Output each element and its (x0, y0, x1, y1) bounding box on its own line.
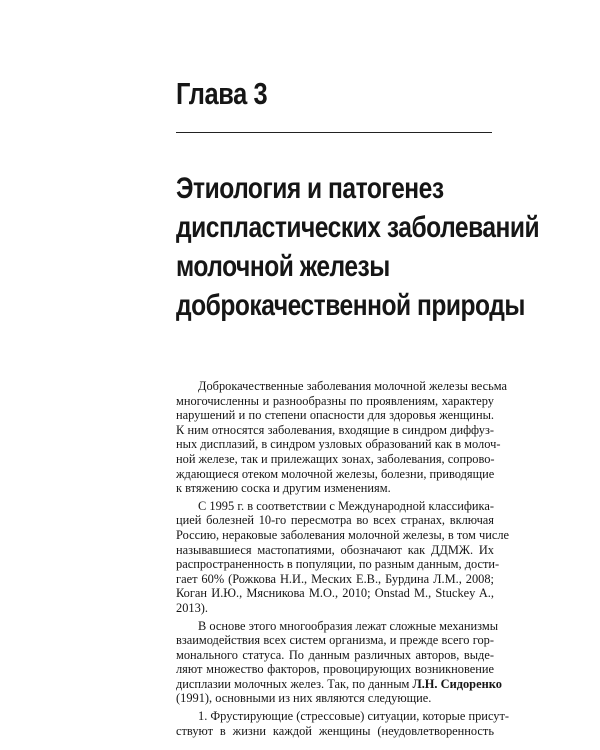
text-line: ствуют в жизни каждой женщины (неудовлетворенность (176, 723, 494, 738)
text-line: многочисленны и разнообразны по проявлениям, характеру (176, 393, 494, 408)
text-line: 1. Фрустирующие (стрессовые) ситуации, которые присут- (198, 709, 510, 724)
text-line: С 1995 г. в соответствии с Международной классифика- (198, 498, 494, 513)
text-line: Доброкачественные заболевания молочной железы весьма (198, 379, 508, 393)
chapter-rule (176, 132, 492, 133)
text-line: 2013). (176, 600, 209, 615)
paragraph-2 (176, 498, 510, 616)
text-line: взаимодействия всех систем организма, и прежде всего гор- (176, 633, 494, 648)
paragraph-3 (176, 618, 502, 707)
text-line: монального статуса. По данным различных авторов, выде- (176, 647, 494, 662)
text-segment: дисплазии молочных желез. Так, по данным (176, 676, 413, 691)
paragraph-4 (176, 709, 510, 738)
text-line: к втяжению соска и другим изменениям. (176, 481, 391, 496)
text-line: цией болезней 10-го пересмотра во всех странах, включая (176, 513, 494, 528)
title-line: доброкачественной природы (176, 289, 525, 322)
text-line: ляют множество факторов, провоцирующих возникновение (176, 662, 494, 677)
body-text (176, 379, 510, 738)
text-line: нарушений и по степени опасности для здоровья женщины. (176, 408, 494, 423)
text-line (176, 676, 502, 692)
text-line: (1991), основными из них являются следующие. (176, 691, 432, 706)
text-line: К ним относятся заболевания, входящие в синдром диффуз- (176, 422, 494, 437)
text-line: Коган И.Ю., Мясникова М.О., 2010; Onstad M., Stuckey A., (176, 586, 494, 601)
paragraph-1 (176, 379, 508, 496)
text-line: В основе этого многообразия лежат сложные механизмы (198, 618, 499, 633)
text-line: Россию, нераковые заболевания молочной железы, в том числе (176, 527, 510, 542)
chapter-title (176, 169, 539, 325)
title-line: диспластических заболеваний (176, 211, 540, 244)
text-line: ных дисплазий, в синдром узловых образований как в молоч- (176, 437, 501, 452)
text-line: ждающиеся отеком молочной железы, болезни, приводящие (176, 466, 495, 481)
chapter-label: Глава 3 (176, 76, 268, 111)
author-name: Л.Н. Сидоренко (412, 676, 502, 691)
text-line: распространенность в популяции, по разным данным, дости- (176, 557, 500, 572)
text-line: называвшиеся мастопатиями, обозначают как ДДМЖ. Их (176, 542, 494, 557)
text-line: ной железе, так и прилежащих зонах, заболевания, сопрово- (176, 451, 495, 466)
text-line: гает 60% (Рожкова Н.И., Меских Е.В., Бурдина Л.М., 2008; (176, 571, 494, 586)
title-line: молочной железы (176, 250, 390, 283)
title-line: Этиология и патогенез (176, 172, 444, 205)
